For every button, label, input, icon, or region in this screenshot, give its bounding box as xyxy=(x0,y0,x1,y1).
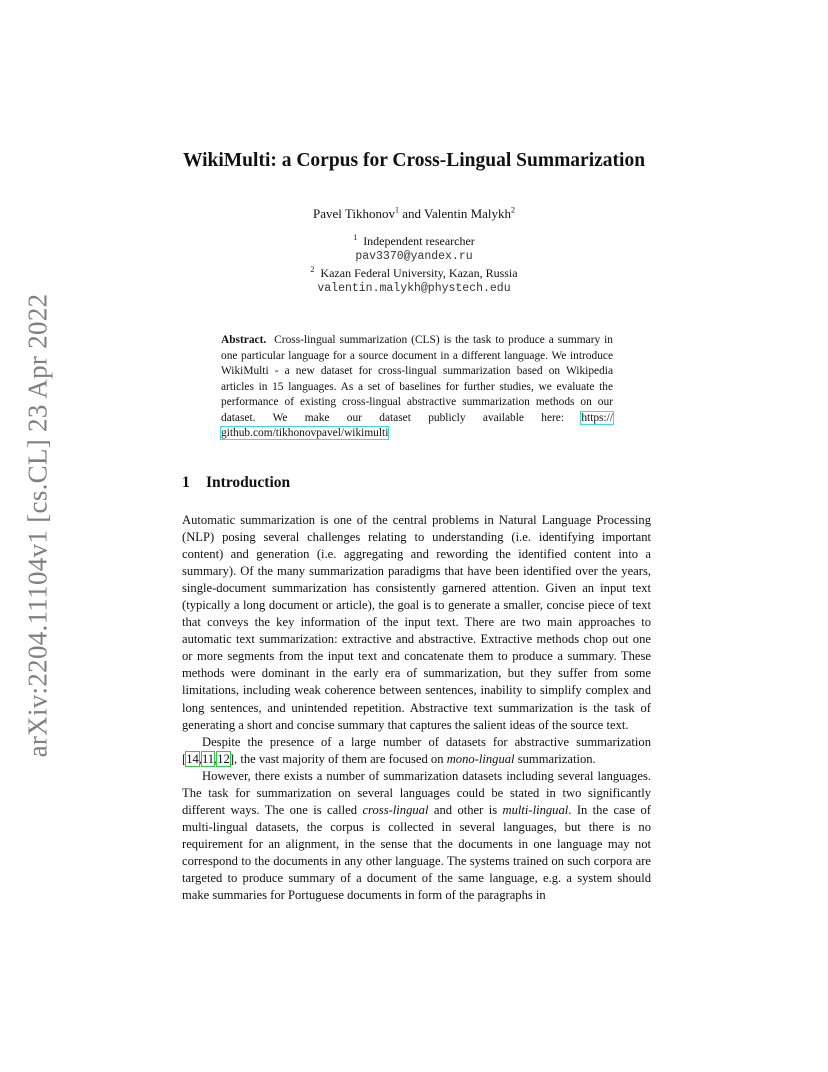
author-affiliation-mark: 2 xyxy=(511,205,516,215)
paragraph: Automatic summarization is one of the central problems in Natural Language Processing (NLP) posing several challenges relating to understanding (i.e. identifying important content) and generation (i.e. aggregating and rewording the identified content into a summary). Of the many summarization paradigms that have been identified over the years, single-document summarization has consistently garnered attention. Given an input text (typically a long document or article), the goal is to generate a smaller, concise piece of text that conveys the key information of the input text. There are two main approaches to automatic text summarization: extractive and abstractive. Extractive methods chop out one or more segments from the input text and concatenate them to produce a summary. These methods were dominant in the early era of summarization, but they suffer from some limitations, including weak coherence between sentences, inability to simplify complex and long sentences, and unintended repetition. Abstractive text summarization is the task of generating a short and concise summary that captures the salient ideas of the source text. xyxy=(182,513,651,732)
emphasis: mono-lingual xyxy=(446,751,515,766)
author-conjunction: and xyxy=(402,206,421,221)
affiliation-item xyxy=(0,265,828,281)
citation-link[interactable]: 14 xyxy=(186,751,199,766)
affiliation-mark: 1 xyxy=(353,233,358,242)
paper-title: WikiMulti: a Corpus for Cross-Lingual Summarization xyxy=(182,150,646,171)
affiliations xyxy=(0,233,828,297)
arxiv-identifier xyxy=(22,291,54,759)
emphasis: multi-lingual xyxy=(502,802,569,817)
dataset-link-continued[interactable]: github.com/tikhonovpavel/wikimulti xyxy=(221,427,389,439)
affiliation-email[interactable]: pav3370@yandex.ru xyxy=(355,250,473,263)
affiliation-name: Independent researcher xyxy=(363,234,475,248)
affiliation-name: Kazan Federal University, Kazan, Russia xyxy=(320,266,518,280)
section-heading xyxy=(182,474,290,492)
citation-separator: , xyxy=(198,751,202,766)
paragraph xyxy=(182,768,651,904)
author-name: Valentin Malykh xyxy=(424,206,512,221)
abstract xyxy=(221,333,613,442)
section-number: 1 xyxy=(182,474,190,491)
paragraph-text: ], the vast majority of them are focused on xyxy=(229,751,444,766)
paragraph xyxy=(182,734,651,768)
author-affiliation-mark: 1 xyxy=(394,205,399,215)
dataset-link[interactable]: https:// xyxy=(581,411,613,424)
citation-separator: , xyxy=(214,751,218,766)
emphasis: cross-lingual xyxy=(362,802,429,817)
author-line xyxy=(0,206,828,222)
affiliation-mark: 2 xyxy=(310,265,315,274)
arxiv-identifier-text: arXiv:2204.11104v1 [cs.CL] 23 Apr 2022 xyxy=(22,293,53,757)
paragraph-text: summarization. xyxy=(517,751,596,766)
paragraph-text: and other is xyxy=(433,802,498,817)
paragraph-text: However, there exists a number of summarization datasets including several languages. The task for summarization on several languages could be stated in two significantly different ways. The one is called xyxy=(182,768,651,817)
citation-link[interactable]: 11 xyxy=(201,751,215,766)
paragraph-text: Despite the presence of a large number of datasets for abstractive summarization [ xyxy=(182,734,651,766)
affiliation-email[interactable]: valentin.malykh@phystech.edu xyxy=(317,282,511,295)
section-title: Introduction xyxy=(206,474,291,491)
paragraph-text: . In the case of multi-lingual datasets, the corpus is collected in several languages, but there is no requirement for an alignment, in the sense that the documents in one language may not correspond to the documents in any other language. The systems trained on such corpora are targeted to produce summary of a document of the same language, e.g. a system should make summaries for Portuguese documents in form of the paragraphs in xyxy=(182,802,651,903)
citation-link[interactable]: 12 xyxy=(217,751,230,766)
author-name: Pavel Tikhonov xyxy=(312,206,395,221)
abstract-label: Abstract. xyxy=(221,334,267,346)
body-text xyxy=(182,512,651,904)
abstract-text: Cross-lingual summarization (CLS) is the task to produce a summary in one particular language for a source document in a different language. We introduce WikiMulti - a new dataset for cross-lingual summarization based on Wikipedia articles in 15 languages. As a set of baselines for further studies, we evaluate the performance of existing cross-lingual abstractive summarization methods on our dataset. We make our dataset publicly available here: xyxy=(221,334,613,424)
affiliation-item xyxy=(0,233,828,249)
